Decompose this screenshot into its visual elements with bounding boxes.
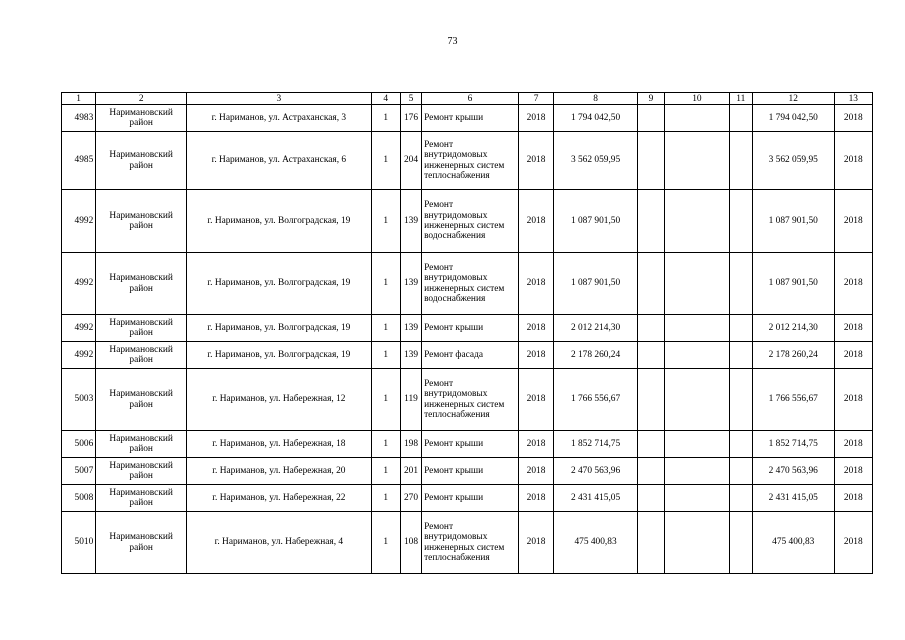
cell-c11 bbox=[729, 132, 752, 190]
cell-year: 2018 bbox=[518, 458, 553, 485]
cell-cost: 3 562 059,95 bbox=[554, 132, 638, 190]
cell-year: 2018 bbox=[518, 132, 553, 190]
cell-c13: 2018 bbox=[834, 190, 872, 253]
cell-cost: 1 766 556,67 bbox=[554, 369, 638, 431]
cell-c4: 1 bbox=[371, 132, 400, 190]
cell-c10 bbox=[665, 105, 730, 132]
cell-c10 bbox=[665, 132, 730, 190]
cell-address: г. Нариманов, ул. Астраханская, 6 bbox=[187, 132, 372, 190]
cell-year: 2018 bbox=[518, 512, 553, 574]
cell-district: Наримановский район bbox=[96, 485, 187, 512]
cell-district: Наримановский район bbox=[96, 431, 187, 458]
cell-cost: 2 178 260,24 bbox=[554, 342, 638, 369]
cell-c4: 1 bbox=[371, 315, 400, 342]
cell-address: г. Нариманов, ул. Астраханская, 3 bbox=[187, 105, 372, 132]
cell-cost: 475 400,83 bbox=[554, 512, 638, 574]
cell-total: 1 766 556,67 bbox=[752, 369, 834, 431]
cell-id: 4992 bbox=[62, 342, 96, 369]
cell-total: 2 470 563,96 bbox=[752, 458, 834, 485]
cell-district: Наримановский район bbox=[96, 458, 187, 485]
cell-cost: 1 087 901,50 bbox=[554, 253, 638, 315]
cell-work: Ремонт крыши bbox=[422, 458, 519, 485]
cell-id: 5007 bbox=[62, 458, 96, 485]
cell-c13: 2018 bbox=[834, 315, 872, 342]
cell-c11 bbox=[729, 512, 752, 574]
cell-c5: 139 bbox=[400, 342, 421, 369]
cell-id: 4992 bbox=[62, 190, 96, 253]
cell-cost: 1 087 901,50 bbox=[554, 190, 638, 253]
cell-district: Наримановский район bbox=[96, 342, 187, 369]
cell-c10 bbox=[665, 458, 730, 485]
page-number: 73 bbox=[447, 36, 458, 47]
table-row bbox=[62, 253, 873, 315]
cell-c9 bbox=[637, 315, 664, 342]
table-row bbox=[62, 105, 873, 132]
cell-district: Наримановский район bbox=[96, 253, 187, 315]
table-row bbox=[62, 512, 873, 574]
cell-work: Ремонт внутридомовых инженерных систем водоснабжения bbox=[422, 253, 519, 315]
column-header: 11 bbox=[729, 93, 752, 105]
cell-c10 bbox=[665, 485, 730, 512]
cell-total: 2 178 260,24 bbox=[752, 342, 834, 369]
cell-id: 4985 bbox=[62, 132, 96, 190]
cell-c13: 2018 bbox=[834, 132, 872, 190]
cell-id: 5003 bbox=[62, 369, 96, 431]
cell-year: 2018 bbox=[518, 105, 553, 132]
table-row bbox=[62, 431, 873, 458]
cell-c9 bbox=[637, 458, 664, 485]
cell-c4: 1 bbox=[371, 485, 400, 512]
column-header: 4 bbox=[371, 93, 400, 105]
cell-c11 bbox=[729, 458, 752, 485]
cell-address: г. Нариманов, ул. Волгоградская, 19 bbox=[187, 253, 372, 315]
column-header: 3 bbox=[187, 93, 372, 105]
cell-c13: 2018 bbox=[834, 485, 872, 512]
cell-id: 5010 bbox=[62, 512, 96, 574]
cell-c4: 1 bbox=[371, 105, 400, 132]
cell-c4: 1 bbox=[371, 431, 400, 458]
column-header: 7 bbox=[518, 93, 553, 105]
cell-c11 bbox=[729, 315, 752, 342]
cell-district: Наримановский район bbox=[96, 315, 187, 342]
cell-address: г. Нариманов, ул. Набережная, 20 bbox=[187, 458, 372, 485]
cell-c5: 176 bbox=[400, 105, 421, 132]
cell-c10 bbox=[665, 431, 730, 458]
table-row bbox=[62, 485, 873, 512]
cell-c10 bbox=[665, 253, 730, 315]
cell-c5: 201 bbox=[400, 458, 421, 485]
cell-c4: 1 bbox=[371, 342, 400, 369]
cell-c11 bbox=[729, 253, 752, 315]
cell-work: Ремонт крыши bbox=[422, 485, 519, 512]
cell-address: г. Нариманов, ул. Набережная, 4 bbox=[187, 512, 372, 574]
cell-c10 bbox=[665, 342, 730, 369]
cell-id: 4992 bbox=[62, 315, 96, 342]
cell-c11 bbox=[729, 190, 752, 253]
cell-total: 475 400,83 bbox=[752, 512, 834, 574]
cell-c4: 1 bbox=[371, 512, 400, 574]
cell-c11 bbox=[729, 485, 752, 512]
cell-c9 bbox=[637, 485, 664, 512]
table-row bbox=[62, 315, 873, 342]
cell-c5: 204 bbox=[400, 132, 421, 190]
cell-c13: 2018 bbox=[834, 431, 872, 458]
cell-c9 bbox=[637, 105, 664, 132]
cell-work: Ремонт внутридомовых инженерных систем теплоснабжения bbox=[422, 369, 519, 431]
cell-work: Ремонт внутридомовых инженерных систем теплоснабжения bbox=[422, 132, 519, 190]
cell-address: г. Нариманов, ул. Волгоградская, 19 bbox=[187, 315, 372, 342]
cell-cost: 2 012 214,30 bbox=[554, 315, 638, 342]
cell-c11 bbox=[729, 105, 752, 132]
cell-c5: 119 bbox=[400, 369, 421, 431]
cell-year: 2018 bbox=[518, 190, 553, 253]
cell-c10 bbox=[665, 512, 730, 574]
cell-c9 bbox=[637, 190, 664, 253]
cell-work: Ремонт фасада bbox=[422, 342, 519, 369]
column-header: 10 bbox=[665, 93, 730, 105]
column-header: 1 bbox=[62, 93, 96, 105]
cell-total: 2 431 415,05 bbox=[752, 485, 834, 512]
cell-work: Ремонт крыши bbox=[422, 105, 519, 132]
cell-year: 2018 bbox=[518, 315, 553, 342]
cell-address: г. Нариманов, ул. Набережная, 18 bbox=[187, 431, 372, 458]
cell-work: Ремонт крыши bbox=[422, 431, 519, 458]
cell-work: Ремонт крыши bbox=[422, 315, 519, 342]
cell-year: 2018 bbox=[518, 342, 553, 369]
cell-year: 2018 bbox=[518, 431, 553, 458]
cell-year: 2018 bbox=[518, 485, 553, 512]
cell-c13: 2018 bbox=[834, 512, 872, 574]
cell-address: г. Нариманов, ул. Волгоградская, 19 bbox=[187, 190, 372, 253]
cell-year: 2018 bbox=[518, 253, 553, 315]
cell-c10 bbox=[665, 190, 730, 253]
table-body bbox=[62, 105, 873, 574]
cell-c13: 2018 bbox=[834, 369, 872, 431]
table-row bbox=[62, 342, 873, 369]
cell-district: Наримановский район bbox=[96, 105, 187, 132]
cell-c11 bbox=[729, 431, 752, 458]
cell-c9 bbox=[637, 253, 664, 315]
cell-c5: 270 bbox=[400, 485, 421, 512]
cell-c4: 1 bbox=[371, 253, 400, 315]
cell-c5: 198 bbox=[400, 431, 421, 458]
cell-total: 3 562 059,95 bbox=[752, 132, 834, 190]
cell-c4: 1 bbox=[371, 458, 400, 485]
column-number-row bbox=[62, 93, 873, 105]
cell-cost: 1 794 042,50 bbox=[554, 105, 638, 132]
column-header: 5 bbox=[400, 93, 421, 105]
cell-c5: 139 bbox=[400, 253, 421, 315]
cell-c4: 1 bbox=[371, 190, 400, 253]
cell-c9 bbox=[637, 132, 664, 190]
cell-year: 2018 bbox=[518, 369, 553, 431]
cell-c9 bbox=[637, 431, 664, 458]
cell-c10 bbox=[665, 315, 730, 342]
cell-total: 1 087 901,50 bbox=[752, 253, 834, 315]
cell-cost: 2 431 415,05 bbox=[554, 485, 638, 512]
cell-c11 bbox=[729, 342, 752, 369]
cell-address: г. Нариманов, ул. Набережная, 22 bbox=[187, 485, 372, 512]
cell-id: 4992 bbox=[62, 253, 96, 315]
cell-c5: 139 bbox=[400, 190, 421, 253]
column-header: 2 bbox=[96, 93, 187, 105]
cell-address: г. Нариманов, ул. Набережная, 12 bbox=[187, 369, 372, 431]
table-row bbox=[62, 132, 873, 190]
cell-c13: 2018 bbox=[834, 105, 872, 132]
table-row bbox=[62, 190, 873, 253]
cell-c9 bbox=[637, 342, 664, 369]
cell-total: 1 794 042,50 bbox=[752, 105, 834, 132]
cell-work: Ремонт внутридомовых инженерных систем водоснабжения bbox=[422, 190, 519, 253]
cell-district: Наримановский район bbox=[96, 512, 187, 574]
cell-total: 1 087 901,50 bbox=[752, 190, 834, 253]
cell-cost: 2 470 563,96 bbox=[554, 458, 638, 485]
cell-c5: 108 bbox=[400, 512, 421, 574]
table-row bbox=[62, 458, 873, 485]
cell-address: г. Нариманов, ул. Волгоградская, 19 bbox=[187, 342, 372, 369]
cell-c5: 139 bbox=[400, 315, 421, 342]
cell-c13: 2018 bbox=[834, 342, 872, 369]
capital-repair-table bbox=[61, 92, 873, 574]
cell-district: Наримановский район bbox=[96, 190, 187, 253]
cell-work: Ремонт внутридомовых инженерных систем теплоснабжения bbox=[422, 512, 519, 574]
cell-id: 5006 bbox=[62, 431, 96, 458]
cell-c13: 2018 bbox=[834, 253, 872, 315]
cell-c11 bbox=[729, 369, 752, 431]
column-header: 9 bbox=[637, 93, 664, 105]
cell-c4: 1 bbox=[371, 369, 400, 431]
cell-id: 5008 bbox=[62, 485, 96, 512]
cell-id: 4983 bbox=[62, 105, 96, 132]
cell-c9 bbox=[637, 512, 664, 574]
column-header: 8 bbox=[554, 93, 638, 105]
cell-c9 bbox=[637, 369, 664, 431]
column-header: 12 bbox=[752, 93, 834, 105]
cell-c13: 2018 bbox=[834, 458, 872, 485]
cell-cost: 1 852 714,75 bbox=[554, 431, 638, 458]
cell-total: 1 852 714,75 bbox=[752, 431, 834, 458]
table-row bbox=[62, 369, 873, 431]
column-header: 6 bbox=[422, 93, 519, 105]
cell-district: Наримановский район bbox=[96, 369, 187, 431]
cell-district: Наримановский район bbox=[96, 132, 187, 190]
cell-c10 bbox=[665, 369, 730, 431]
cell-total: 2 012 214,30 bbox=[752, 315, 834, 342]
column-header: 13 bbox=[834, 93, 872, 105]
